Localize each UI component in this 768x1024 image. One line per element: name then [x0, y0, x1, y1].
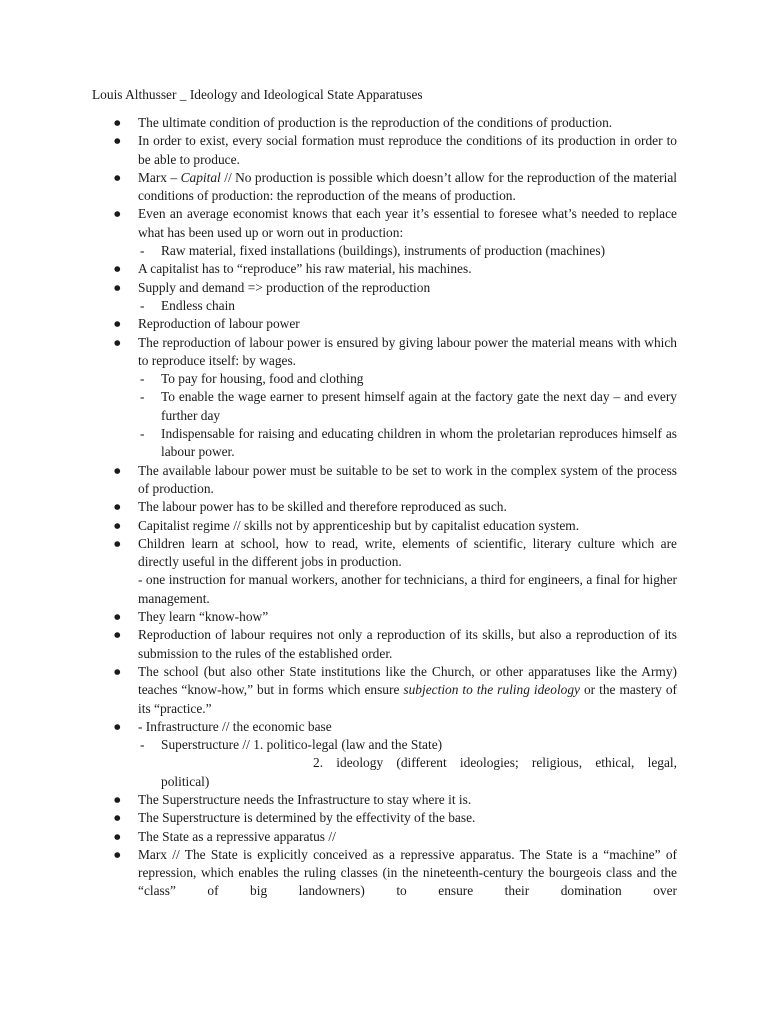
bullet-item: ● Marx // The State is explicitly conceived as a repressive apparatus. The State is a “machine” of repression, which enables the ruling classes (in the nineteenth-century the bourgeois class and the “class” of big landowners) to ensure their domination over	[0, 846, 677, 901]
dash-item: - To pay for housing, food and clothing	[0, 370, 677, 388]
bullet-item: ● - Infrastructure // the economic base	[0, 718, 677, 736]
notes-list	[0, 114, 768, 901]
bullet-item: ● Capitalist regime // skills not by apprenticeship but by capitalist education system.	[0, 517, 677, 535]
bullet-item: ● The State as a repressive apparatus //	[0, 828, 677, 846]
bullet-item: ● A capitalist has to “reproduce” his raw material, his machines.	[0, 260, 677, 278]
bullet-item: ● The ultimate condition of production is the reproduction of the conditions of production.	[0, 114, 677, 132]
bullet-item: ● The available labour power must be suitable to be set to work in the complex system of the process of production.	[0, 462, 677, 499]
bullet-text: or the mastery of its “practice.”	[138, 682, 677, 716]
continuation-text: political)	[161, 773, 210, 789]
dash-item: - Indispensable for raising and educating children in whom the proletarian reproduces himself as labour power.	[0, 425, 677, 462]
document-title: Louis Althusser _ Ideology and Ideological State Apparatuses	[92, 87, 423, 102]
bullet-item: ● The labour power has to be skilled and therefore reproduced as such.	[0, 498, 677, 516]
bullet-item: ● Reproduction of labour requires not only a reproduction of its skills, but also a reproduction of its submission to the rules of the established order.	[0, 626, 677, 663]
dash-item: - To enable the wage earner to present himself again at the factory gate the next day – and every further day	[0, 388, 677, 425]
bullet-item	[0, 663, 677, 718]
bullet-item: ● Supply and demand => production of the reproduction	[0, 279, 677, 297]
dash-item: - Endless chain	[0, 297, 677, 315]
emphasis-text: Capital	[180, 169, 221, 185]
bullet-item: ● The Superstructure needs the Infrastructure to stay where it is.	[0, 791, 677, 809]
bullet-item: ● In order to exist, every social formation must reproduce the conditions of its production in order to be able to produce.	[0, 132, 677, 169]
bullet-text: // No production is possible which doesn’t allow for the reproduction of the material conditions of production: the reproduction of the means of production.	[138, 169, 678, 204]
dash-item: - Raw material, fixed installations (buildings), instruments of production (machines)	[0, 242, 677, 260]
bullet-text: The school (but also other State institutions like the Church, or other apparatuses like the Army) teaches “know-how,” but in forms which ensure	[138, 663, 677, 698]
emphasis-text: subjection to the ruling ideology	[403, 682, 580, 698]
continuation-text: - one instruction for manual workers, another for technicians, a third for engineers, a final for higher management.	[138, 572, 677, 606]
bullet-item: ● Even an average economist knows that each year it’s essential to foresee what’s needed to replace what has been used up or worn out in production:	[0, 205, 677, 242]
bullet-item: ● They learn “know-how”	[0, 608, 677, 626]
bullet-item: ● The reproduction of labour power is ensured by giving labour power the material means with which to reproduce itself: by wages.	[0, 334, 677, 371]
bullet-item: ● Reproduction of labour power	[0, 315, 677, 333]
bullet-item: ● Children learn at school, how to read, write, elements of scientific, literary culture which are directly useful in the different jobs in production.	[0, 535, 677, 572]
bullet-item: ● The Superstructure is determined by the effectivity of the base.	[0, 809, 677, 827]
bullet-item	[0, 169, 677, 206]
dash-item: - Superstructure // 1. politico-legal (law and the State)	[0, 736, 677, 754]
bullet-text: Marx –	[138, 169, 181, 185]
indented-text: 2. ideology (different ideologies; religious, ethical, legal,	[313, 755, 677, 771]
